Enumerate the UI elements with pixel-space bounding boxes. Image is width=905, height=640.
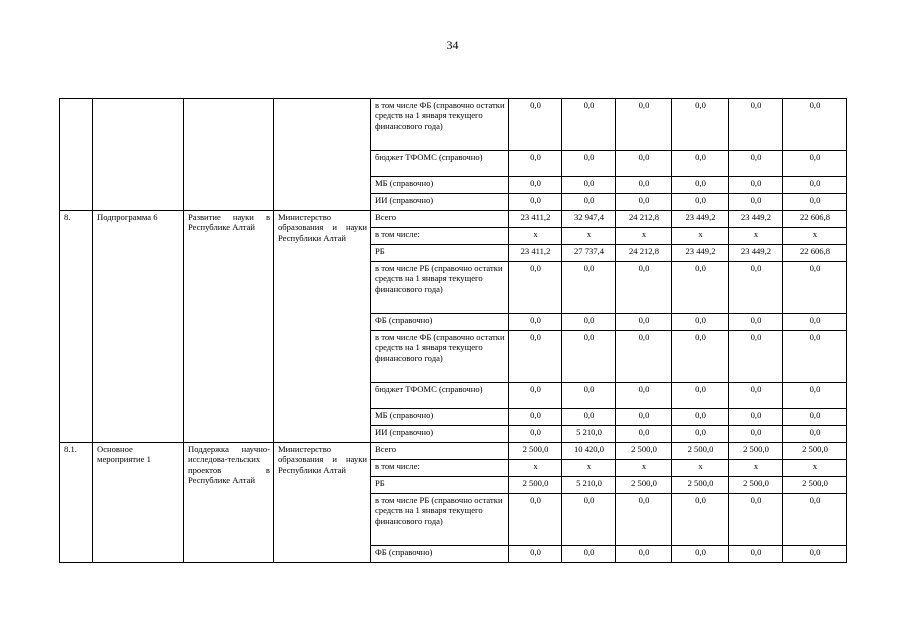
year-value-cell: x — [562, 460, 616, 477]
year-value-cell: 0,0 — [509, 426, 562, 443]
year-value-cell: x — [562, 228, 616, 245]
year-value-cell: 0,0 — [562, 262, 616, 314]
year-value-cell: 0,0 — [616, 151, 672, 177]
year-value-cell: 0,0 — [562, 177, 616, 194]
year-value-cell: 5 210,0 — [562, 426, 616, 443]
year-value-cell: 0,0 — [672, 331, 729, 383]
funding-source-cell: Всего — [371, 211, 509, 228]
program-name: Подпрограмма 6 — [93, 211, 184, 443]
year-value-cell: 0,0 — [562, 151, 616, 177]
year-value-cell: 0,0 — [783, 331, 847, 383]
funding-source-cell: ФБ (справочно) — [371, 546, 509, 563]
program-title: Поддержка научно-исследова-тельских проектов в Республике Алтай — [184, 443, 274, 563]
year-value-cell: 2 500,0 — [672, 443, 729, 460]
year-value-cell: x — [672, 460, 729, 477]
year-value-cell: x — [783, 228, 847, 245]
year-value-cell: 0,0 — [616, 331, 672, 383]
funding-source-cell: в том числе ФБ (справочно остатки средств на 1 января текущего финансового года) — [371, 99, 509, 151]
year-value-cell: 0,0 — [672, 314, 729, 331]
executor: Министерство образования и науки Республики Алтай — [274, 211, 371, 443]
year-value-cell: x — [672, 228, 729, 245]
year-value-cell: 0,0 — [509, 409, 562, 426]
funding-source-cell: МБ (справочно) — [371, 409, 509, 426]
year-value-cell: 0,0 — [729, 262, 783, 314]
year-value-cell: 0,0 — [672, 494, 729, 546]
year-value-cell: 2 500,0 — [672, 477, 729, 494]
year-value-cell: 0,0 — [672, 409, 729, 426]
year-value-cell: x — [616, 228, 672, 245]
year-value-cell: 0,0 — [562, 194, 616, 211]
year-value-cell: x — [783, 460, 847, 477]
funding-source-cell: ФБ (справочно) — [371, 314, 509, 331]
year-value-cell: 2 500,0 — [616, 477, 672, 494]
year-value-cell: x — [616, 460, 672, 477]
year-value-cell: 2 500,0 — [729, 477, 783, 494]
program-name: Основное мероприятие 1 — [93, 443, 184, 563]
year-value-cell: 0,0 — [562, 546, 616, 563]
year-value-cell: 0,0 — [729, 546, 783, 563]
year-value-cell: 23 449,2 — [729, 245, 783, 262]
year-value-cell: 23 449,2 — [729, 211, 783, 228]
year-value-cell: 0,0 — [616, 314, 672, 331]
year-value-cell: 0,0 — [509, 494, 562, 546]
year-value-cell: 0,0 — [729, 426, 783, 443]
year-value-cell: 0,0 — [672, 194, 729, 211]
year-value-cell: 22 606,8 — [783, 211, 847, 228]
year-value-cell: 2 500,0 — [616, 443, 672, 460]
year-value-cell: 0,0 — [672, 177, 729, 194]
year-value-cell: 22 606,8 — [783, 245, 847, 262]
year-value-cell: 0,0 — [509, 383, 562, 409]
title-cell — [184, 99, 274, 211]
year-value-cell: 0,0 — [672, 151, 729, 177]
year-value-cell: 0,0 — [783, 314, 847, 331]
year-value-cell: 0,0 — [783, 151, 847, 177]
funding-source-cell: в том числе ФБ (справочно остатки средств на 1 января текущего финансового года) — [371, 331, 509, 383]
year-value-cell: 0,0 — [729, 151, 783, 177]
year-value-cell: 0,0 — [729, 409, 783, 426]
table-body — [60, 99, 847, 563]
budget-table — [59, 98, 847, 563]
year-value-cell: 2 500,0 — [783, 443, 847, 460]
funding-source-cell: в том числе: — [371, 228, 509, 245]
year-value-cell: 0,0 — [729, 177, 783, 194]
funding-source-cell: бюджет ТФОМС (справочно) — [371, 151, 509, 177]
year-value-cell: 24 212,8 — [616, 245, 672, 262]
year-value-cell: 32 947,4 — [562, 211, 616, 228]
year-value-cell: 23 411,2 — [509, 211, 562, 228]
year-value-cell: 0,0 — [783, 494, 847, 546]
funding-source-cell: РБ — [371, 245, 509, 262]
year-value-cell: 0,0 — [616, 194, 672, 211]
row-number: 8.1. — [60, 443, 93, 563]
funding-source-cell: Всего — [371, 443, 509, 460]
year-value-cell: 0,0 — [729, 383, 783, 409]
year-value-cell: 0,0 — [562, 494, 616, 546]
funding-source-cell: ИИ (справочно) — [371, 426, 509, 443]
year-value-cell: 0,0 — [672, 262, 729, 314]
year-value-cell: 0,0 — [783, 262, 847, 314]
year-value-cell: 0,0 — [562, 314, 616, 331]
year-value-cell: 0,0 — [562, 99, 616, 151]
year-value-cell: 0,0 — [616, 409, 672, 426]
year-value-cell: 0,0 — [509, 177, 562, 194]
number-cell — [60, 99, 93, 211]
year-value-cell: 0,0 — [616, 426, 672, 443]
funding-source-cell: бюджет ТФОМС (справочно) — [371, 383, 509, 409]
table-row — [60, 99, 847, 151]
year-value-cell: 0,0 — [729, 331, 783, 383]
year-value-cell: 0,0 — [783, 426, 847, 443]
year-value-cell: 0,0 — [783, 177, 847, 194]
year-value-cell: 5 210,0 — [562, 477, 616, 494]
year-value-cell: 23 411,2 — [509, 245, 562, 262]
year-value-cell: 0,0 — [616, 262, 672, 314]
year-value-cell: 0,0 — [729, 494, 783, 546]
year-value-cell: 0,0 — [672, 383, 729, 409]
year-value-cell: 0,0 — [672, 546, 729, 563]
year-value-cell: 2 500,0 — [729, 443, 783, 460]
executor: Министерство образования и науки Республики Алтай — [274, 443, 371, 563]
funding-source-cell: ИИ (справочно) — [371, 194, 509, 211]
year-value-cell: 0,0 — [562, 409, 616, 426]
year-value-cell: 23 449,2 — [672, 211, 729, 228]
year-value-cell: 10 420,0 — [562, 443, 616, 460]
year-value-cell: 2 500,0 — [509, 443, 562, 460]
year-value-cell: 0,0 — [616, 177, 672, 194]
year-value-cell: 0,0 — [616, 99, 672, 151]
year-value-cell: x — [509, 228, 562, 245]
year-value-cell: 0,0 — [509, 331, 562, 383]
funding-source-cell: РБ — [371, 477, 509, 494]
year-value-cell: 0,0 — [616, 383, 672, 409]
year-value-cell: 0,0 — [509, 314, 562, 331]
executor-cell — [274, 99, 371, 211]
year-value-cell: 0,0 — [783, 383, 847, 409]
funding-source-cell: МБ (справочно) — [371, 177, 509, 194]
year-value-cell: 0,0 — [783, 546, 847, 563]
name-cell — [93, 99, 184, 211]
table-row — [60, 443, 847, 460]
year-value-cell: 0,0 — [509, 546, 562, 563]
year-value-cell: 0,0 — [783, 409, 847, 426]
funding-source-cell: в том числе: — [371, 460, 509, 477]
year-value-cell: 0,0 — [562, 383, 616, 409]
year-value-cell: 0,0 — [562, 331, 616, 383]
year-value-cell: x — [729, 460, 783, 477]
year-value-cell: 0,0 — [509, 99, 562, 151]
year-value-cell: x — [729, 228, 783, 245]
year-value-cell: 0,0 — [729, 314, 783, 331]
row-number: 8. — [60, 211, 93, 443]
year-value-cell: 0,0 — [616, 494, 672, 546]
year-value-cell: 0,0 — [509, 194, 562, 211]
funding-source-cell: в том числе РБ (справочно остатки средств на 1 января текущего финансового года) — [371, 494, 509, 546]
year-value-cell: 2 500,0 — [509, 477, 562, 494]
year-value-cell: 0,0 — [672, 99, 729, 151]
year-value-cell: 2 500,0 — [783, 477, 847, 494]
table-row — [60, 211, 847, 228]
funding-source-cell: в том числе РБ (справочно остатки средств на 1 января текущего финансового года) — [371, 262, 509, 314]
year-value-cell: 0,0 — [509, 262, 562, 314]
year-value-cell: x — [509, 460, 562, 477]
year-value-cell: 23 449,2 — [672, 245, 729, 262]
year-value-cell: 0,0 — [783, 99, 847, 151]
year-value-cell: 0,0 — [616, 546, 672, 563]
page-number: 34 — [446, 38, 459, 52]
program-title: Развитие науки в Республике Алтай — [184, 211, 274, 443]
year-value-cell: 0,0 — [729, 99, 783, 151]
year-value-cell: 0,0 — [509, 151, 562, 177]
year-value-cell: 27 737,4 — [562, 245, 616, 262]
year-value-cell: 24 212,8 — [616, 211, 672, 228]
year-value-cell: 0,0 — [672, 426, 729, 443]
year-value-cell: 0,0 — [729, 194, 783, 211]
year-value-cell: 0,0 — [783, 194, 847, 211]
